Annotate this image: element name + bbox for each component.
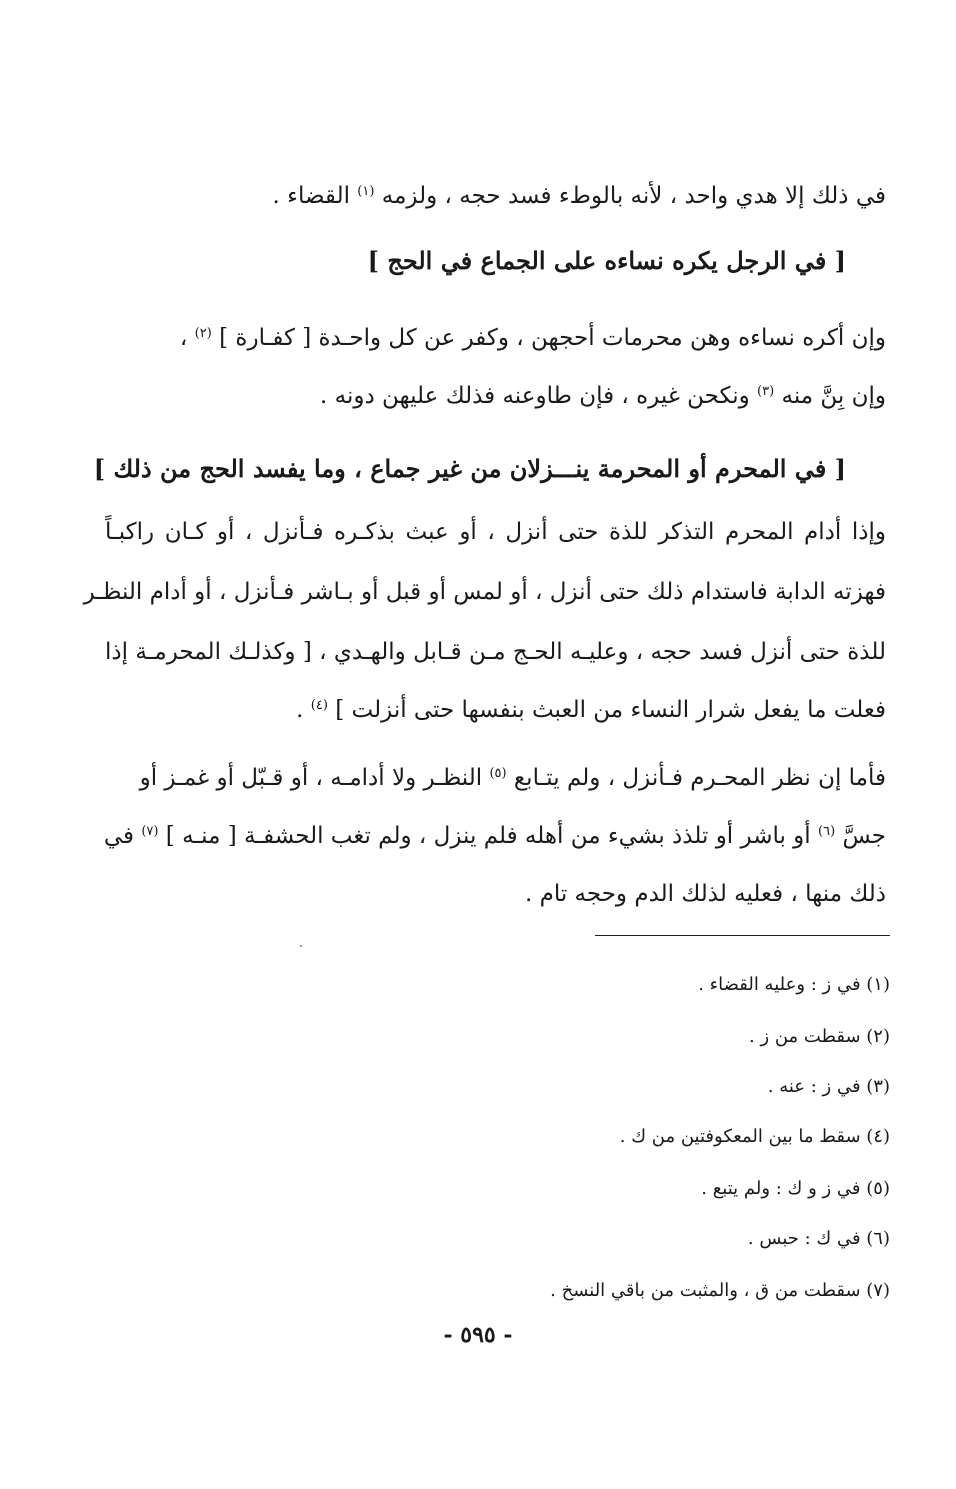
page-number: - ٥٩٥ -: [443, 1322, 513, 1348]
text-span: أو باشر أو تلذذ بشيء من أهله فلم ينزل ، ولم تغب الحشفـة [ منـه ]: [165, 823, 811, 849]
text-span: فأما إن نظر المحـرم فـأنزل ، ولم يتـابع: [513, 765, 886, 791]
footnote-6: (٦) في ك : حبس .: [747, 1228, 890, 1249]
section-heading-2: [ في المحرم أو المحرمة ينـــزلان من غير جماع ، وما يفسد الحج من ذلك ]: [93, 454, 846, 483]
text-span: القضاء .: [272, 183, 350, 209]
footnote-ref: (٤): [310, 698, 328, 713]
body-line-2: [105, 322, 886, 354]
body-line-10: ذلك منها ، فعليه لذلك الدم وحجه تام .: [524, 881, 886, 907]
text-span: وإن أكره نساءه وهن محرمات أحجهن ، وكفر عن كل واحـدة [ كفـارة ]: [219, 325, 886, 351]
footnote-2: (٢) سقطت من ز .: [749, 1026, 890, 1047]
footnote-separator: [595, 935, 890, 936]
footnote-ref: (٦): [818, 824, 836, 839]
text-span: ،: [179, 325, 188, 351]
body-line-4: وإذا أدام المحرم التذكر للذة حتى أنزل ، أو عبث بذكـره فـأنزل ، أو كـان راكبـاً: [105, 519, 886, 545]
footnote-7: (٧) سقطت من ق ، والمثبت من باقي النسخ .: [550, 1280, 890, 1301]
footnote-ref: (٣): [757, 384, 775, 399]
body-line-8: [105, 762, 886, 794]
body-line-5: فهزته الدابة فاستدام ذلك حتى أنزل ، أو لمس أو قبل أو بـاشر فـأنزل ، أو أدام النظـر: [83, 579, 886, 605]
text-span: فعلت ما يفعل شرار النساء من العبث بنفسها حتى أنزلت ]: [335, 697, 886, 723]
footnote-ref: (١): [357, 184, 375, 199]
body-line-6: للذة حتى أنزل فسد حجه ، وعليـه الحـج مـن قـابل والهـدي ، [ وكذلـك المحرمـة إذا: [105, 639, 886, 665]
footnote-5: (٥) في ز و ك : ولم يتبع .: [701, 1178, 890, 1199]
body-line-9: [105, 820, 886, 852]
footnote-ref: (٥): [489, 766, 507, 781]
text-span: .: [296, 697, 304, 723]
section-heading-1: [ في الرجل يكره نساءه على الجماع في الحج ]: [367, 246, 846, 275]
text-span: في ذلك إلا هدي واحد ، لأنه بالوطء فسد حجه ، ولزمه: [381, 183, 886, 209]
body-line-1: [105, 180, 886, 212]
text-span: ونكحن غيره ، فإن طاوعنه فذلك عليهن دونه .: [319, 383, 750, 409]
body-line-3: [105, 380, 886, 412]
text-span: وإن بِنَّ منه: [781, 383, 886, 409]
body-line-7: [105, 694, 886, 726]
text-span: في: [103, 823, 135, 849]
footnote-3: (٣) في ز : عنه .: [767, 1076, 890, 1097]
footnote-4: (٤) سقط ما بين المعكوفتين من ك .: [619, 1126, 890, 1147]
footnote-1: (١) في ز : وعليه القضاء .: [698, 974, 890, 995]
footnote-ref: (٢): [194, 326, 212, 341]
text-span: جسَّ: [842, 823, 886, 849]
footnote-ref: (٧): [141, 824, 159, 839]
text-span: النظـر ولا أدامـه ، أو قـبّل أو غمـز أو: [139, 765, 483, 791]
scan-speck: [300, 945, 302, 947]
